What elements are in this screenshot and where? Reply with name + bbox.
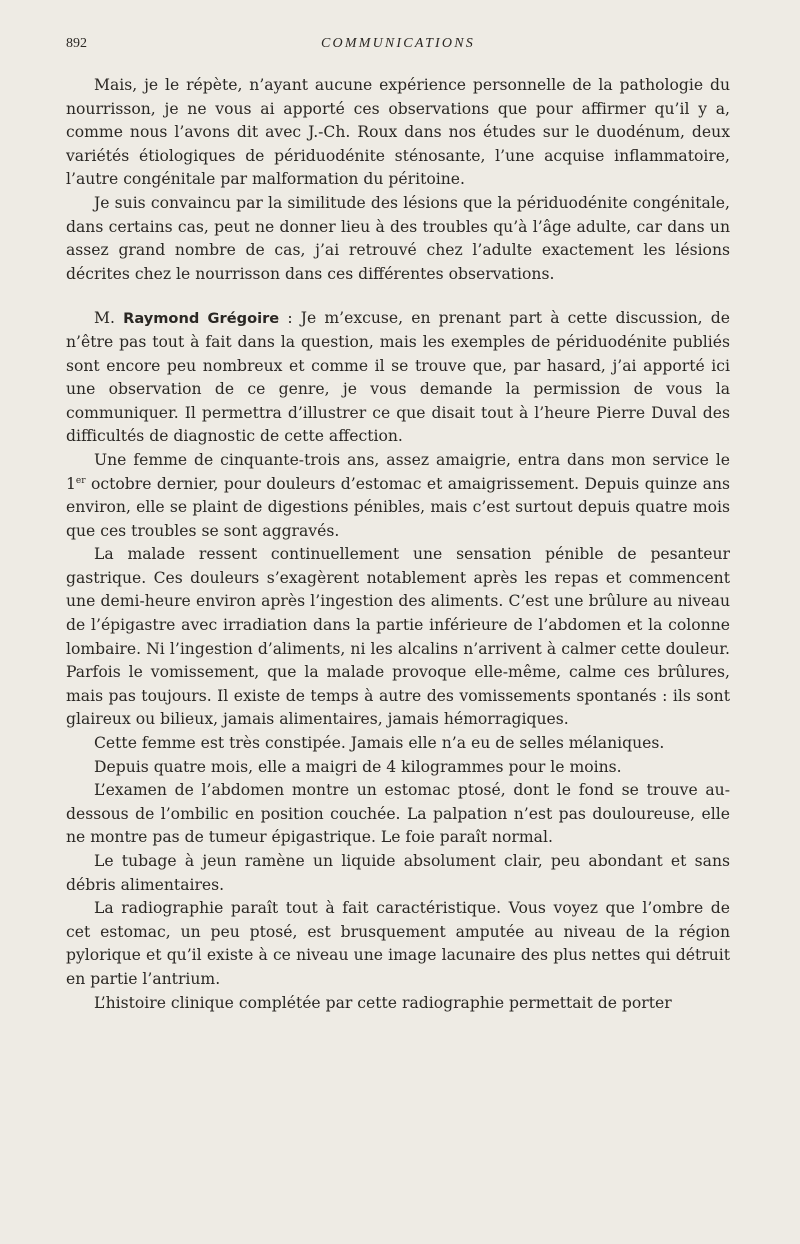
paragraph-text: octobre dernier, pour douleurs d’estomac et amaigrissement. Depuis quinze ans environ, elle se plaint de digestions pénibles, mais c’est surtout depuis quatre mois que ces troubles se sont aggravés. (66, 474, 730, 540)
body-text (66, 74, 730, 1015)
paragraph: Mais, je le répète, n’ayant aucune expérience personnelle de la pathologie du nourrisson, je ne vous ai apporté ces observations que pour affirmer qu’il y a, comme nous l’avons dit avec J.-Ch. Roux dans nos études sur le duodénum, deux variétés étiologiques de périduodénite sténosante, l’une acquise inflammatoire, l’autre congénitale par malformation du péritoine. (66, 76, 730, 189)
page-header (66, 36, 730, 60)
speaker-name: Raymond Grégoire (123, 310, 280, 328)
paragraph-speaker-intervention (66, 307, 730, 449)
ordinal-superscript: er (75, 475, 86, 486)
page-number: 892 (66, 36, 87, 51)
paragraph: L’histoire clinique complétée par cette radiographie permettait de porter (94, 993, 672, 1012)
paragraph: Le tubage à jeun ramène un liquide absolument clair, peu abondant et sans débris alimentaires. (66, 852, 730, 894)
running-head: COMMUNICATIONS (321, 36, 475, 51)
paragraph: L’examen de l’abdomen montre un estomac ptosé, dont le fond se trouve au-dessous de l’ombilic en position couchée. La palpation n’est pas douloureuse, elle ne montre pas de tumeur épigastrique. Le foie paraît normal. (66, 781, 730, 847)
paragraph-text: Une femme de cinquante-trois ans, assez amaigrie, entra dans mon service le 1 (66, 450, 730, 493)
paragraph: La radiographie paraît tout à fait caractéristique. Vous voyez que l’ombre de cet estomac, un peu ptosé, est brusquement amputée au niveau de la région pylorique et qu’il existe à ce niveau une image lacunaire des plus nettes qui détruit en partie l’antrium. (66, 899, 730, 988)
paragraph (66, 449, 730, 543)
paragraph: Cette femme est très constipée. Jamais elle n’a eu de selles mélaniques. (94, 734, 665, 753)
document-page (66, 36, 730, 1015)
paragraph: La malade ressent continuellement une sensation pénible de pesanteur gastrique. Ces douleurs s’exagèrent notablement après les repas et commencent une demi-heure environ après l’ingestion des aliments. C’est une brûlure au niveau de l’épigastre avec irradiation dans la partie inférieure de l’abdomen et la colonne lombaire. Ni l’ingestion d’aliments, ni les alcalins n’arrivent à calmer cette douleur. Parfois le vomissement, que la malade provoque elle-même, calme ces brûlures, mais pas toujours. Il existe de temps à autre des vomissements spontanés : ils sont glaireux ou bilieux, jamais alimentaires, jamais hémorragiques. (66, 545, 730, 729)
speaker-prefix: M. (94, 309, 115, 328)
paragraph: Je suis convaincu par la similitude des lésions que la périduodénite congénitale, dans certains cas, peut ne donner lieu à des troubles qu’à l’âge adulte, car dans un assez grand nombre de cas, j’ai retrouvé chez l’adulte exactement les lésions décrites chez le nourrisson dans ces différentes observations. (66, 193, 730, 283)
speaker-text: : Je m’excuse, en prenant part à cette discussion, de n’être pas tout à fait dans la question, mais les exemples de périduodénite publiés sont encore peu nombreux et comme il se trouve que, par hasard, j’ai apporté ici une observation de ce genre, je vous demande la permission de vous la communiquer. Il permettra d’illustrer ce que disait tout à l’heure Pierre Duval des difficultés de diagnostic de cette affection. (66, 309, 730, 446)
paragraph: Depuis quatre mois, elle a maigri de 4 kilogrammes pour le moins. (94, 757, 622, 776)
